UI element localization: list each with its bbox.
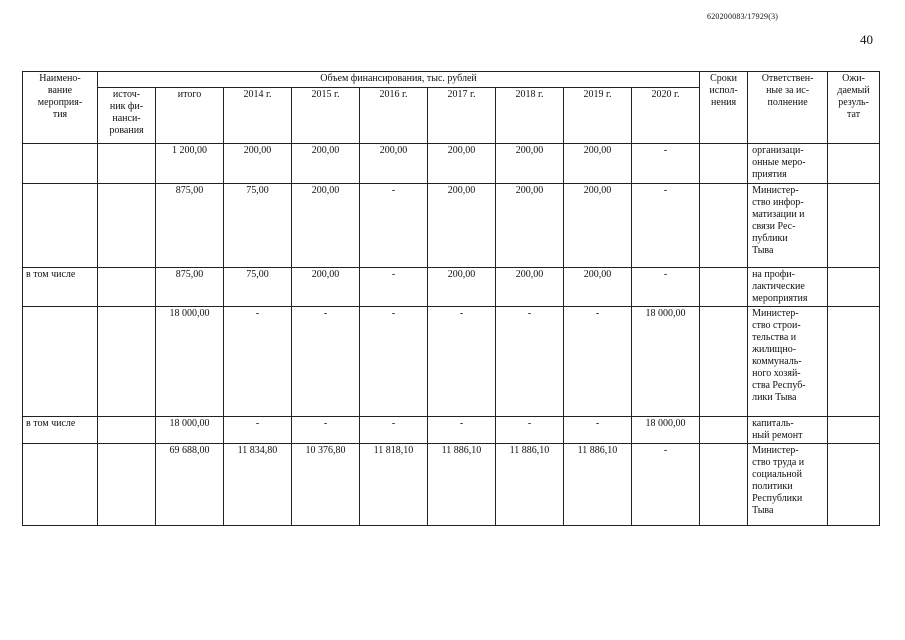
cell-year-value: -	[632, 444, 700, 526]
cell-year-value: -	[496, 307, 564, 417]
cell-source	[98, 417, 156, 444]
cell-year-value: -	[632, 268, 700, 307]
cell-year-value: -	[224, 417, 292, 444]
cell-year-value: 11 886,10	[428, 444, 496, 526]
cell-total: 875,00	[156, 184, 224, 268]
cell-source	[98, 307, 156, 417]
cell-year-value: -	[360, 307, 428, 417]
cell-name	[23, 444, 98, 526]
cell-year-value: 200,00	[292, 144, 360, 184]
cell-year-value: -	[292, 417, 360, 444]
header-financing: Объем финансирования, тыс. рублей	[98, 72, 700, 88]
cell-year-value: 200,00	[496, 268, 564, 307]
header-year-2019: 2019 г.	[564, 88, 632, 144]
document-code: 620200083/17929(3)	[707, 12, 779, 21]
cell-year-value: 75,00	[224, 268, 292, 307]
cell-source	[98, 184, 156, 268]
cell-year-value: 10 376,80	[292, 444, 360, 526]
cell-source	[98, 444, 156, 526]
header-year-2016: 2016 г.	[360, 88, 428, 144]
cell-terms	[700, 307, 748, 417]
cell-year-value: -	[292, 307, 360, 417]
cell-total: 875,00	[156, 268, 224, 307]
cell-result	[828, 268, 880, 307]
cell-year-value: 11 834,80	[224, 444, 292, 526]
header-terms: Сроки испол- нения	[700, 72, 748, 144]
cell-year-value: 11 886,10	[496, 444, 564, 526]
cell-responsible: Министер- ство строи- тельства и жилищно- коммуналь- ного хозяй- ства Респуб- лики Тыва	[748, 307, 828, 417]
cell-responsible: Министер- ство инфор- матизации и связи Рес- публики Тыва	[748, 184, 828, 268]
table-row	[23, 184, 880, 268]
table-row	[23, 268, 880, 307]
cell-year-value: 200,00	[360, 144, 428, 184]
cell-year-value: -	[632, 184, 700, 268]
cell-year-value: -	[360, 417, 428, 444]
cell-year-value: 200,00	[292, 268, 360, 307]
table-row	[23, 144, 880, 184]
cell-terms	[700, 444, 748, 526]
cell-terms	[700, 417, 748, 444]
header-year-2020: 2020 г.	[632, 88, 700, 144]
table-row	[23, 307, 880, 417]
cell-terms	[700, 184, 748, 268]
cell-result	[828, 444, 880, 526]
cell-year-value: -	[496, 417, 564, 444]
cell-year-value: 200,00	[564, 144, 632, 184]
cell-terms	[700, 268, 748, 307]
cell-year-value: 200,00	[428, 184, 496, 268]
cell-name: в том числе	[23, 268, 98, 307]
cell-year-value: -	[360, 268, 428, 307]
cell-year-value: 11 886,10	[564, 444, 632, 526]
cell-name: в том числе	[23, 417, 98, 444]
header-year-2018: 2018 г.	[496, 88, 564, 144]
cell-responsible: Министер- ство труда и социальной политики Республики Тыва	[748, 444, 828, 526]
cell-total: 18 000,00	[156, 417, 224, 444]
header-year-2014: 2014 г.	[224, 88, 292, 144]
cell-result	[828, 307, 880, 417]
cell-result	[828, 184, 880, 268]
cell-year-value: 200,00	[564, 184, 632, 268]
header-source: источ- ник фи- нанси- рования	[98, 88, 156, 144]
header-name: Наимено- вание мероприя- тия	[23, 72, 98, 144]
cell-year-value: -	[360, 184, 428, 268]
cell-year-value: -	[428, 417, 496, 444]
cell-name	[23, 184, 98, 268]
table-row	[23, 417, 880, 444]
cell-total: 69 688,00	[156, 444, 224, 526]
cell-year-value: 200,00	[428, 144, 496, 184]
header-year-2017: 2017 г.	[428, 88, 496, 144]
cell-year-value: 200,00	[496, 144, 564, 184]
cell-responsible: организаци- онные меро- приятия	[748, 144, 828, 184]
cell-source	[98, 268, 156, 307]
cell-year-value: 11 818,10	[360, 444, 428, 526]
cell-year-value: 200,00	[292, 184, 360, 268]
page-number: 40	[860, 32, 873, 47]
cell-year-value: -	[428, 307, 496, 417]
cell-total: 1 200,00	[156, 144, 224, 184]
cell-year-value: -	[564, 417, 632, 444]
header-total: итого	[156, 88, 224, 144]
cell-year-value: 200,00	[224, 144, 292, 184]
cell-year-value: 200,00	[564, 268, 632, 307]
financing-table	[22, 71, 880, 526]
cell-year-value: -	[224, 307, 292, 417]
cell-year-value: 75,00	[224, 184, 292, 268]
header-result: Ожи- даемый резуль- тат	[828, 72, 880, 144]
cell-total: 18 000,00	[156, 307, 224, 417]
cell-responsible: на профи- лактические мероприятия	[748, 268, 828, 307]
cell-result	[828, 144, 880, 184]
cell-year-value: 200,00	[428, 268, 496, 307]
cell-year-value: 18 000,00	[632, 417, 700, 444]
cell-name	[23, 307, 98, 417]
cell-year-value: -	[632, 144, 700, 184]
cell-year-value: -	[564, 307, 632, 417]
cell-responsible: капиталь- ный ремонт	[748, 417, 828, 444]
cell-name	[23, 144, 98, 184]
cell-year-value: 200,00	[496, 184, 564, 268]
table-row	[23, 444, 880, 526]
cell-year-value: 18 000,00	[632, 307, 700, 417]
header-year-2015: 2015 г.	[292, 88, 360, 144]
cell-source	[98, 144, 156, 184]
header-responsible: Ответствен- ные за ис- полнение	[748, 72, 828, 144]
cell-result	[828, 417, 880, 444]
cell-terms	[700, 144, 748, 184]
